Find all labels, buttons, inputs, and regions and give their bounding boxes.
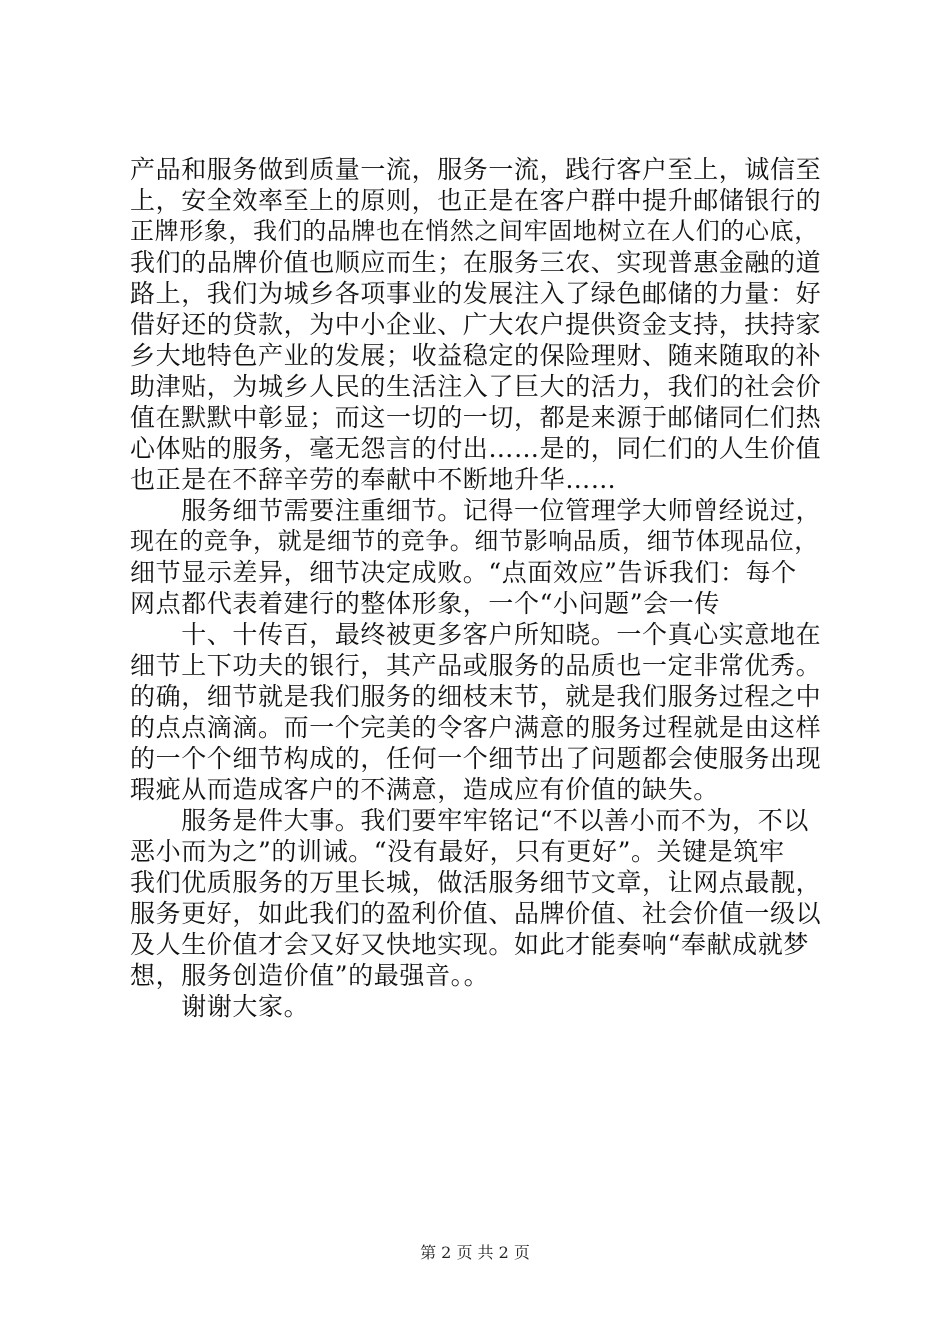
text-line: 服务是件大事。我们要牢牢铭记“不以善小而不为，不以	[130, 806, 809, 835]
text-line: 借好还的贷款，为中小企业、广大农户提供资金支持，扶持家	[130, 310, 822, 339]
text-line: 路上，我们为城乡各项事业的发展注入了绿色邮储的力量：好	[130, 279, 822, 308]
text-line: 助津贴，为城乡人民的生活注入了巨大的活力，我们的社会价	[130, 372, 822, 401]
document-body	[130, 154, 830, 1022]
text-line: 正牌形象，我们的品牌也在悄然之间牢固地树立在人们的心底，	[130, 217, 819, 245]
text-line: 的确，细节就是我们服务的细枝末节，就是我们服务过程之中	[130, 682, 822, 711]
text-line: 我们的品牌价值也顺应而生；在服务三农、实现普惠金融的道	[130, 248, 822, 277]
text-line: 的一个个细节构成的，任何一个细节出了问题都会使服务出现	[130, 744, 822, 773]
page-number-footer: 第 2 页 共 2 页	[420, 1243, 530, 1262]
text-line: 细节显示差异，细节决定成败。“点面效应”告诉我们：每个	[130, 558, 797, 587]
text-line: 谢谢大家。	[130, 992, 310, 1021]
text-line: 网点都代表着建行的整体形象，一个“小问题”会一传	[130, 589, 720, 618]
text-line: 也正是在不辞辛劳的奉献中不断地升华……	[130, 465, 617, 494]
text-line: 心体贴的服务，毫无怨言的付出……是的，同仁们的人生价值	[130, 434, 822, 463]
text-line: 产品和服务做到质量一流，服务一流，践行客户至上，诚信至	[130, 155, 822, 184]
text-line: 十、十传百，最终被更多客户所知晓。一个真心实意地在	[130, 620, 822, 649]
text-line: 值在默默中彰显；而这一切的一切，都是来源于邮储同仁们热	[130, 403, 822, 432]
text-line: 恶小而为之”的训诫。“没有最好，只有更好”。关键是筑牢	[130, 837, 785, 866]
text-line: 瑕疵从而造成客户的不满意，造成应有价值的缺失。	[130, 775, 719, 804]
text-line: 服务细节需要注重细节。记得一位管理学大师曾经说过，	[130, 496, 822, 525]
text-line: 服务更好，如此我们的盈利价值、品牌价值、社会价值一级以	[130, 899, 822, 928]
text-line: 的点点滴滴。而一个完美的令客户满意的服务过程就是由这样	[130, 713, 822, 742]
text-line: 及人生价值才会又好又快地实现。如此才能奏响“奉献成就梦	[130, 930, 809, 959]
text-line: 细节上下功夫的银行，其产品或服务的品质也一定非常优秀。	[130, 651, 822, 680]
text-line: 上，安全效率至上的原则，也正是在客户群中提升邮储银行的	[130, 186, 822, 215]
text-line: 想，服务创造价值”的最强音。。	[130, 961, 490, 990]
text-line: 现在的竞争，就是细节的竞争。细节影响品质，细节体现品位，	[130, 527, 819, 555]
text-line: 乡大地特色产业的发展；收益稳定的保险理财、随来随取的补	[130, 341, 822, 370]
text-line: 我们优质服务的万里长城，做活服务细节文章，让网点最靓，	[130, 868, 822, 897]
